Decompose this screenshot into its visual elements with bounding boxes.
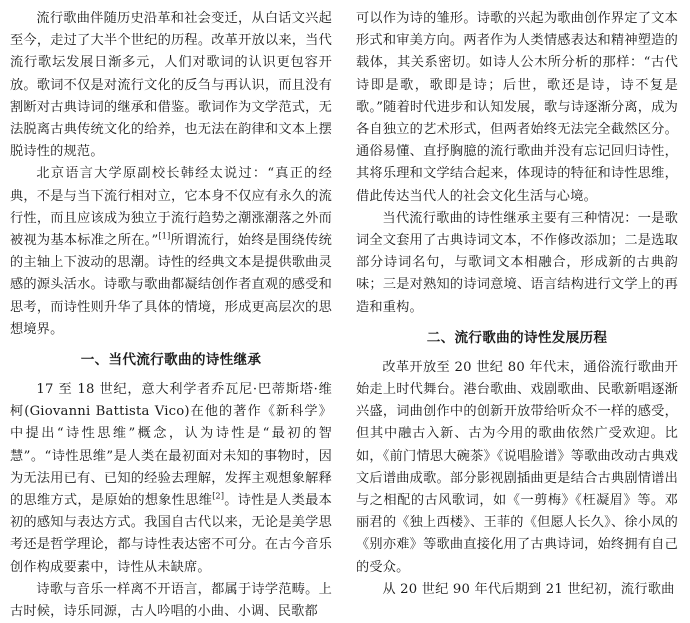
right-column [356,8,678,601]
quote-tail: 所谓流行，始终是围绕传统的主轴上下波动的思潮。诗性的经典文本是提供歌曲灵感的源头活水。诗歌与歌曲都凝结创作者直观的感受和思考，而诗性则升华了具体的情境，形成更高层次的思想境界。 [10,233,332,337]
reference-2: [2] [212,491,225,501]
paragraph-han-jingtai-quote [10,163,332,341]
left-column [10,8,332,623]
paragraph-vico [10,379,332,579]
paragraph-intro: 流行歌曲伴随历史沿革和社会变迁，从白话文兴起至今，走过了大半个世纪的历程。改革开放以来，当代流行歌坛发展日渐多元，人们对歌词的认识更包容开放。歌词不仅是对流行文化的反刍与再认识，而且没有割断对古典诗词的继承和借鉴。歌词作为文学范式，无法脱离古典传统文化的给养，也无法在韵律和文本上摆脱诗性的规范。 [10,11,332,160]
paragraph-reform-era: 改革开放至 20 世纪 80 年代末，通俗流行歌曲开始走上时代舞台。港台歌曲、戏剧歌曲、民歌新唱逐渐兴盛，词曲创作中的创新开放带给听众不一样的感受，但其中融古入新、古为今用的歌曲依然广受欢迎。比如，《前门情思大碗茶》《说唱脸谱》等歌曲改动古典戏文后谱曲成歌。部分影视剧插曲更是结合古典剧情谱出与之相配的古风歌词，如《一剪梅》《枉凝眉》等。邓丽君的《独上西楼》、王菲的《但愿人长久》、徐小凤的《别亦难》等歌曲直接化用了古典诗词，始终拥有自己的受众。 [356,359,678,575]
vico-text: 17 至 18 世纪，意大利学者乔瓦尼·巴蒂斯塔·维柯(Giovanni Battista Vico)在他的著作《新科学》中提出“诗性思维”概念，认为诗性是“最初的智慧”。“诗性思维”是人类在最初面对未知的事物时，因为无法用已有、已知的经验去理解，发挥主观想象解释的思维方式，是原始的想象性思维 [10,382,332,509]
paragraph-1990s: 从 20 世纪 90 年代后期到 21 世纪初，流行歌曲 [382,581,675,597]
paragraph-poetry-music: 诗歌与音乐一样离不开语言，都属于诗学范畴。上古时候，诗乐同源，古人吟唱的小曲、小调、民歌都 [10,581,332,620]
section-heading-2: 二、流行歌曲的诗性发展历程 [426,329,608,346]
paragraph-three-situations: 当代流行歌曲的诗性继承主要有三种情况：一是歌词全文套用了古典诗词文本，不作修改添加；二是选取部分诗词名句，与歌词文本相融合，形成新的古典韵味；三是对熟知的诗词意境、语言结构进行文学上的再造和重构。 [356,210,678,315]
reference-1: [1] [158,231,171,241]
section-heading-1: 一、当代流行歌曲的诗性继承 [80,352,262,369]
quote-text: 北京语言大学原副校长韩经太说过：“真正的经典，不是与当下流行相对立，它本身不仅应有永久的流行性，而且应该成为独立于流行趋势之潮涨潮落之外而被视为基本标准之所在。” [10,166,332,249]
vico-tail: 。诗性是人类最本初的感知与表达方式。我国自古代以来，无论是美学思考还是哲学理论，都与诗性表达密不可分。在古今音乐创作构成要素中，诗性从未缺席。 [10,493,333,575]
paragraph-continued: 可以作为诗的雏形。诗歌的兴起为歌曲创作界定了文本形式和审美方向。两者作为人类情感表达和精神塑造的载体，其关系密切。如诗人公木所分析的那样：“古代诗即是歌，歌即是诗；后世，歌还是诗，诗不复是歌。”随着时代进步和认知发展，歌与诗逐渐分离，成为各自独立的艺术形式，但两者始终无法完全截然区分。通俗易懂、直抒胸臆的流行歌曲并没有忘记回归诗性，其将乐理和文学结合起来，体现诗的特征和诗性思维，借此传达当代人的社会文化生活与心境。 [356,11,678,204]
